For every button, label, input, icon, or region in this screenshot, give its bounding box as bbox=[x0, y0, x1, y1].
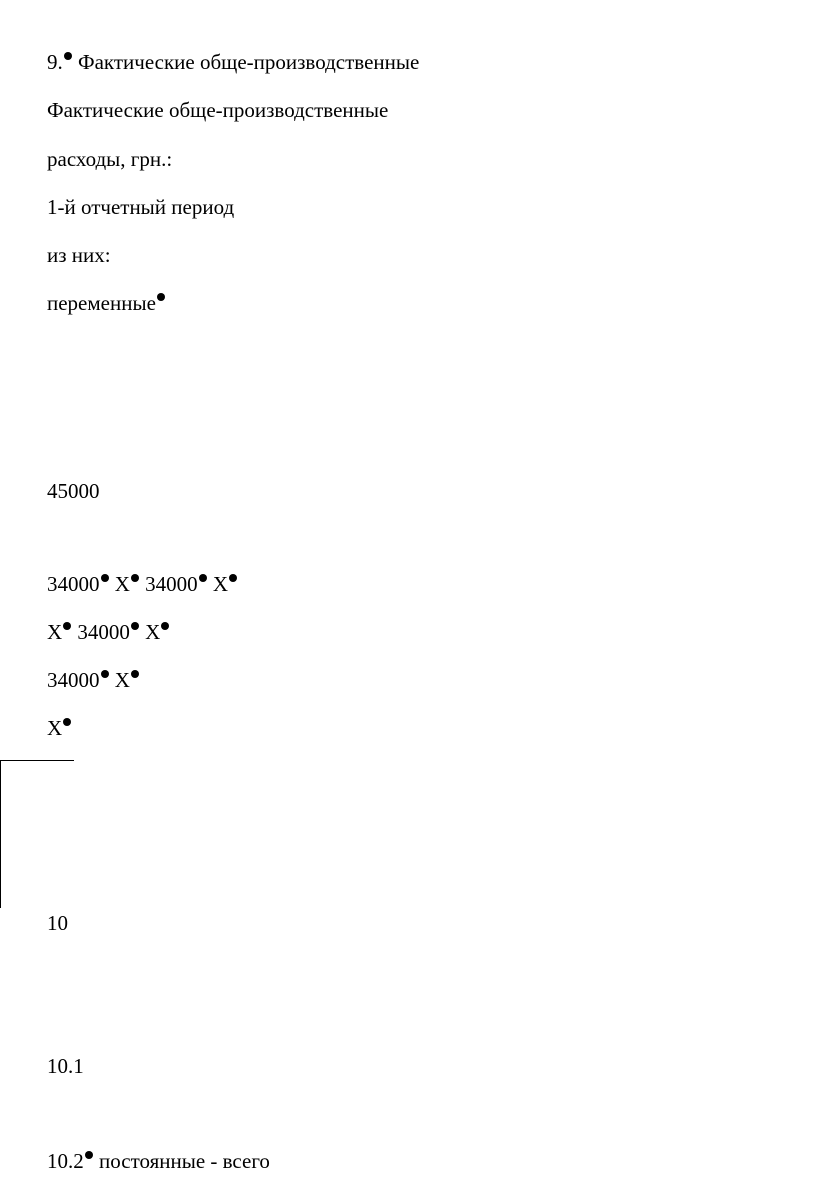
row-item-9 bbox=[47, 49, 419, 75]
item-text: Фактические обще-производственные bbox=[72, 50, 420, 74]
bullet-icon bbox=[63, 622, 71, 630]
value-cell: 34000 bbox=[72, 620, 130, 644]
row-item-10: 10 bbox=[47, 911, 68, 935]
value-row bbox=[47, 715, 72, 741]
bullet-icon bbox=[157, 293, 165, 301]
item-number: 10.2 bbox=[47, 1149, 84, 1173]
item-number: 9. bbox=[47, 50, 63, 74]
value-row bbox=[47, 571, 238, 597]
text-line: Фактические обще-производственные bbox=[47, 98, 389, 122]
text-line: 1-й отчетный период bbox=[47, 195, 235, 219]
bullet-icon bbox=[101, 670, 109, 678]
value-row bbox=[47, 619, 170, 645]
row-item-10-1: 10.1 bbox=[47, 1054, 84, 1078]
item-text: постоянные - всего bbox=[93, 1149, 270, 1173]
bullet-icon bbox=[131, 574, 139, 582]
row-variable bbox=[47, 290, 166, 316]
frame-top-border bbox=[0, 760, 74, 761]
bullet-icon bbox=[64, 52, 72, 60]
bullet-icon bbox=[229, 574, 237, 582]
item-text: переменные bbox=[47, 291, 156, 315]
bullet-icon bbox=[63, 718, 71, 726]
text-line: из них: bbox=[47, 243, 111, 267]
bullet-icon bbox=[199, 574, 207, 582]
bullet-icon bbox=[131, 670, 139, 678]
value-cell: X bbox=[47, 620, 63, 644]
value-cell: 34000 bbox=[139, 572, 198, 596]
frame-left-border bbox=[0, 760, 1, 908]
value-row bbox=[47, 667, 140, 693]
bullet-icon bbox=[131, 622, 139, 630]
value-cell: 34000 bbox=[47, 668, 100, 692]
row-item-10-2 bbox=[47, 1148, 270, 1174]
bullet-icon bbox=[161, 622, 169, 630]
value-cell: X bbox=[207, 572, 229, 596]
value-cell: 34000 bbox=[47, 572, 100, 596]
value-total: 45000 bbox=[47, 479, 100, 503]
bullet-icon bbox=[85, 1151, 93, 1159]
bullet-icon bbox=[101, 574, 109, 582]
text-line: расходы, грн.: bbox=[47, 147, 173, 171]
value-cell: X bbox=[109, 572, 130, 596]
value-cell: X bbox=[109, 668, 130, 692]
value-cell: X bbox=[139, 620, 161, 644]
value-cell: X bbox=[47, 716, 63, 740]
